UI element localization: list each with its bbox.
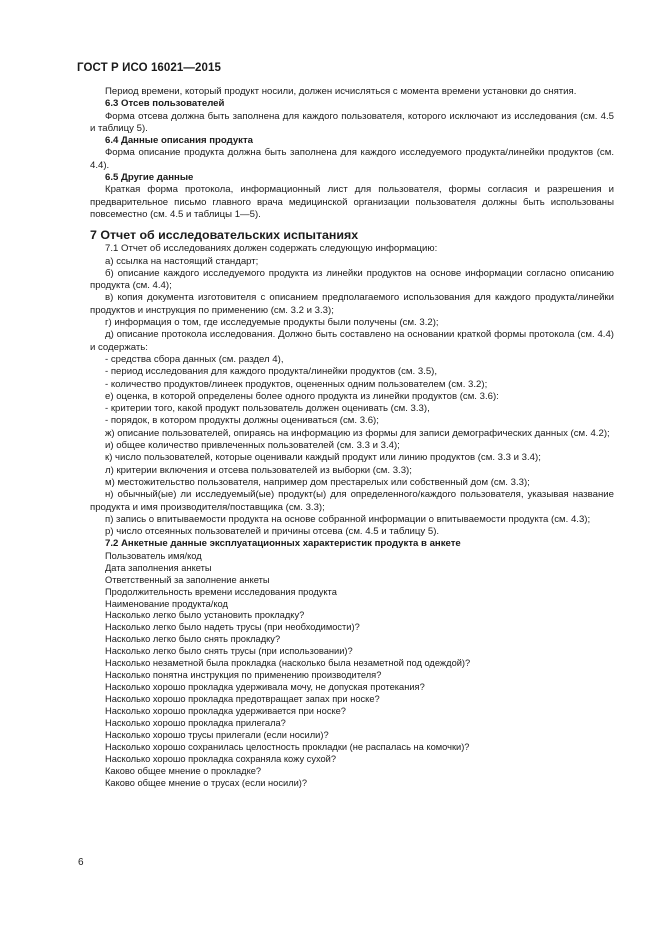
- section-6-5-text: Краткая форма протокола, информационный лист для пользователя, формы согласия и разрешения и предварительное письмо главного врача медицинской организации пользователя должны быть использованы повсеместно (см. 4.5 и таблицы 1—5).: [90, 184, 614, 220]
- list-item-v: в) копия документа изготовителя с описанием предполагаемого использования для каждого продукта/линейки продуктов и инструкция по применению (см. 3.2 и 3.3);: [90, 292, 614, 316]
- section-7-1-intro: 7.1 Отчет об исследованиях должен содержать следующую информацию:: [105, 243, 438, 255]
- questionnaire-list: [90, 551, 614, 790]
- list-item-d-dash-1: - средства сбора данных (см. раздел 4),: [105, 353, 284, 365]
- questionnaire-item: Дата заполнения анкеты: [105, 562, 212, 573]
- section-6-3-title: 6.3 Отсев пользователей: [105, 98, 225, 110]
- section-6-5-title: 6.5 Другие данные: [105, 172, 194, 184]
- list-item-b: б) описание каждого исследуемого продукта из линейки продуктов на основе информации согласно описанию продукта (см. 4.4);: [90, 267, 614, 292]
- list-item-i: и) общее количество привлеченных пользователей (см. 3.3 и 3.4);: [105, 440, 400, 452]
- list-item-e: е) оценка, в которой определены более одного продукта из линейки продуктов (см. 3.6):: [105, 390, 499, 402]
- list-item-p: п) запись о впитываемости продукта на основе собранной информации о впитываемости продукта (см. 4.3);: [105, 513, 591, 525]
- questionnaire-item: Насколько хорошо прокладка прилегала?: [105, 718, 286, 729]
- list-item-e-dash-1: - критерии того, какой продукт пользователь должен оценивать (см. 3.3),: [105, 403, 430, 415]
- list-item-n: н) обычный(ые) ли исследуемый(ые) продукт(ы) для определенного/каждого пользователя, указывая название продукта и имя производителя/поставщика (см. 3.3);: [90, 489, 614, 513]
- questionnaire-item: Насколько незаметной была прокладка (насколько была незаметной под одеждой)?: [105, 658, 471, 669]
- questionnaire-item: Насколько хорошо прокладка предотвращает запах при носке?: [105, 694, 380, 705]
- questionnaire-item: Каково общее мнение о прокладке?: [105, 765, 262, 776]
- list-item-m: м) местожительство пользователя, например дом престарелых или собственный дом (см. 3.3);: [105, 476, 530, 488]
- list-item-g: г) информация о том, где исследуемые продукты были получены (см. 3.2);: [105, 317, 439, 329]
- list-item-r: р) число отсеянных пользователей и причины отсева (см. 4.5 и таблицу 5).: [105, 526, 440, 538]
- list-item-d-dash-2: - период исследования для каждого продукта/линейки продуктов (см. 3.5),: [105, 366, 438, 378]
- questionnaire-item: Насколько легко было надеть трусы (при необходимости)?: [105, 622, 360, 633]
- intro-paragraph: Период времени, который продукт носили, должен исчисляться с момента времени установки до снятия.: [105, 86, 577, 97]
- list-item-d-dash-3: - количество продуктов/линеек продуктов, оцененных одним пользователем (см. 3.2);: [105, 378, 488, 390]
- list-item-e-dash-2: - порядок, в котором продукты должны оцениваться (см. 3.6);: [105, 415, 379, 427]
- questionnaire-item: Пользователь имя/код: [105, 550, 202, 561]
- questionnaire-item: Насколько хорошо трусы прилегали (если носили)?: [105, 729, 329, 740]
- document-body: [90, 86, 614, 790]
- questionnaire-item: Каково общее мнение о трусах (если носили)?: [105, 777, 308, 788]
- section-7-2-title: 7.2 Анкетные данные эксплуатационных характеристик продукта в анкете: [105, 538, 461, 550]
- questionnaire-item: Ответственный за заполнение анкеты: [105, 574, 270, 585]
- list-item-a: а) ссылка на настоящий стандарт;: [105, 255, 259, 267]
- questionnaire-item: Насколько хорошо прокладка удерживала мочу, не допуская протекания?: [105, 682, 425, 693]
- document-header: ГОСТ Р ИСО 16021—2015: [77, 62, 222, 74]
- questionnaire-item: Насколько хорошо сохранилась целостность прокладки (не распалась на комочки)?: [105, 741, 470, 752]
- questionnaire-item: Насколько хорошо прокладка удерживается при носке?: [105, 706, 346, 717]
- section-6-4-title: 6.4 Данные описания продукта: [105, 135, 254, 147]
- section-6-4-text: Форма описание продукта должна быть заполнена для каждого исследуемого продукта/линейки продуктов (см. 4.4).: [90, 147, 614, 171]
- page-number: 6: [78, 857, 84, 868]
- list-item-k: к) число пользователей, которые оценивали каждый продукт или линию продуктов (см. 3.3 и 3.4);: [105, 452, 541, 464]
- questionnaire-item: Насколько понятна инструкция по применению производителя?: [105, 670, 382, 681]
- questionnaire-item: Наименование продукта/код: [105, 598, 228, 609]
- questionnaire-item: Насколько хорошо прокладка сохраняла кожу сухой?: [105, 753, 337, 764]
- list-item-zh: ж) описание пользователей, опираясь на информацию из формы для записи демографических данных (см. 4.2);: [105, 427, 610, 439]
- questionnaire-item: Насколько легко было снять трусы (при использовании)?: [105, 646, 353, 657]
- section-7-title: 7 Отчет об исследовательских испытаниях: [90, 228, 359, 243]
- questionnaire-item: Насколько легко было установить прокладку?: [105, 610, 305, 621]
- questionnaire-item: Насколько легко было снять прокладку?: [105, 634, 281, 645]
- questionnaire-item: Продолжительность времени исследования продукта: [105, 586, 337, 597]
- section-6-3-text: Форма отсева должна быть заполнена для каждого пользователя, которого исключают из исследования (см. 4.5 и таблицу 5).: [90, 110, 614, 134]
- list-item-d: д) описание протокола исследования. Должно быть составлено на основании краткой формы протокола (см. 4.4) и содержать:: [90, 329, 614, 353]
- list-item-l: л) критерии включения и отсева пользователей из выборки (см. 3.3);: [105, 464, 412, 476]
